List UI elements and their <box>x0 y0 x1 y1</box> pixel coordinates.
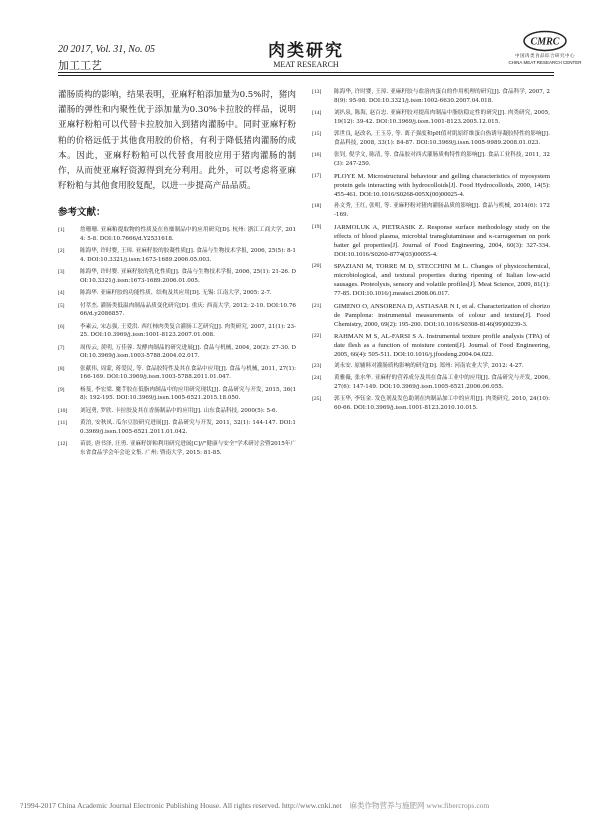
reference-number: [15] <box>312 131 322 137</box>
cmrc-logo <box>490 30 600 65</box>
reference-text: 付萃杰. 灌肠类低温肉制品品质变化研究[D]. 重庆: 西南大学, 2012: 2-10. DOI:10.7666/d.y2086857. <box>80 302 296 318</box>
reference-item <box>58 302 296 320</box>
references-list-left <box>58 226 296 457</box>
body-paragraph: 灌肠质构的影响，结果表明，亚麻籽粕添加量为0.5%时，猪肉灌肠的弹性和内聚性优于添加量为0.30%卡拉胶的样品，说明亚麻籽粉粕可以代替卡拉胶加入到猪肉灌肠中。同时亚麻籽粉粕的价格远低于其他食用胶的价格，有利于降低猪肉灌肠的成本。因此，亚麻籽粉粕可以代替食用胶应用于猪肉灌肠的制作，从而使亚麻籽资源得到充分利用。此外，可以考虑将亚麻籽粉粕与其他食用胶复配，以进一步提高产品品质。 <box>58 90 296 192</box>
reference-text: SPAZIANI M, TORRE M D, STECCHINI M L. Changes of physicochemical, microbiological, and textural properties during ripening of Italian low-acid sausages. Proteolysis, sensory and volatile profiles[J]. Meat Science, 2009, 81(1): 77-85. DOI:10.1016/j.meatsci.2008.06.017. <box>334 263 550 298</box>
reference-item <box>58 440 296 458</box>
reference-number: [10] <box>58 407 68 414</box>
reference-item <box>58 407 296 416</box>
reference-text: 陈海华, 许时婴, 王璋. 亚麻籽胶与盐溶肉蛋白的作用机理的研究[J]. 食品科学, 2007, 28(9): 95-98. DOI:10.3321/j.issn:1002-6630.2007.04.018. <box>334 89 550 104</box>
reference-number: [17] <box>312 173 322 179</box>
reference-text: 郭世良, 赵改名, 王玉芬, 等. 离子强度和pH值对肌原纤维蛋白热诱导凝胶特性的影响[J]. 食品科技, 2008, 33(1): 84-87. DOI:10.3969/j.issn.1005-9989.2008.01.023. <box>334 131 550 146</box>
reference-number: [20] <box>312 263 322 270</box>
reference-number: [18] <box>312 203 322 210</box>
reference-number: [3] <box>58 269 65 276</box>
right-column <box>312 88 550 416</box>
reference-item <box>312 130 550 148</box>
reference-number: [16] <box>312 152 322 158</box>
header-rule-thin <box>58 75 554 76</box>
copyright-text: ?1994-2017 China Academic Journal Electronic Publishing House. All rights reserved. http://www.cnki.net <box>20 801 342 810</box>
reference-item <box>312 151 550 169</box>
reference-item <box>312 332 550 359</box>
cmrc-logo-mark <box>522 30 568 52</box>
reference-item <box>58 323 296 341</box>
section-title: 加工工艺 <box>58 59 102 72</box>
reference-number: [5] <box>58 302 65 309</box>
reference-number: [21] <box>312 302 322 309</box>
reference-number: [9] <box>58 386 65 393</box>
reference-item <box>312 223 550 259</box>
reference-item <box>312 202 550 220</box>
reference-number: [11] <box>58 419 68 426</box>
reference-number: [14] <box>312 110 322 116</box>
reference-text: 刘扒泉, 陈海, 赵百忠. 亚麻籽胶对提高肉制品中脂肪稳定性的研究[J]. 肉类研究, 2005, 19(12): 39-42. DOI:10.3969/j.issn.1001-8123.2005.12.015. <box>334 110 550 125</box>
reference-item <box>58 268 296 286</box>
reference-item <box>58 419 296 437</box>
references-list-right <box>312 88 550 413</box>
header-rule <box>58 72 554 73</box>
reference-item <box>312 109 550 127</box>
references-heading: 参考文献： <box>58 207 106 219</box>
reference-text: 孙文秀, 王红, 张明, 等. 亚麻籽粉对猪肉灌肠品质的影响[J]. 食品与机械, 2014(6): 172-169. <box>334 203 550 219</box>
reference-item <box>312 362 550 371</box>
journal-title-cn: 肉类研究 <box>268 41 344 61</box>
reference-number: [24] <box>312 375 322 382</box>
issue-info: 20 2017, Vol. 31, No. 05 <box>58 44 155 55</box>
reference-number: [25] <box>312 396 322 403</box>
reference-text: 郭玉华, 李钰金. 发色剂及发色助剂在肉制品加工中的应用[J]. 肉类研究, 2010, 24(10): 60-66. DOI:10.3969/j.issn.1001-8123.2010.10.015. <box>334 396 550 411</box>
reference-item <box>312 395 550 413</box>
reference-number: [4] <box>58 290 65 297</box>
cmrc-logo-text: CMRC <box>530 36 560 48</box>
reference-text: 张钊, 倪学文, 陈清, 等. 食品胶对西式灌肠质构特性的影响[J]. 食品工业科技, 2011, 32(3): 247-250. <box>334 152 550 167</box>
reference-number: [8] <box>58 365 65 372</box>
reference-text: 詹珊珊. 亚麻粕提取物的性质及在鱼糜制品中的应用研究[D]. 杭州: 浙江工商大学, 2014: 5-8. DOI:10.7666/d.Y2531618. <box>80 227 296 243</box>
reference-number: [1] <box>58 227 65 234</box>
reference-text: 陈海华. 亚麻籽胶的功能性质、结构及其应用[D]. 无锡: 江南大学, 2005: 2-7. <box>80 290 272 297</box>
reference-item <box>312 374 550 392</box>
center-name-en: CHINA MEAT RESEARCH CENTER <box>508 60 582 65</box>
reference-text: 黄雅薇, 张水华. 亚麻籽的营养成分及其在食品工业中的应用[J]. 食品研究与开发, 2006, 27(6): 147-149. DOI:10.3969/j.issn.1005-6521.2006.06.055. <box>334 375 550 390</box>
reference-number: [12] <box>58 440 68 447</box>
reference-number: [22] <box>312 332 322 339</box>
reference-text: 刘冠勇, 罗欣. 卡拉胶及其在香肠制品中的应用[J]. 山东食品科技, 2000(5): 5-6. <box>80 407 278 414</box>
reference-item <box>58 226 296 244</box>
reference-text: GIMENO O, ANSORENA D, ASTIASAR N I, et al. Characterization of chorizo de Pamplona: instrumental measurements of colour and texture[J]. Food Chemistry, 2000, 69(2): 195-200. DOI:10.1016/S0308-8146(99)00239-3. <box>334 302 550 328</box>
reference-text: 张献伟, 周蒙, 蒋爱民, 等. 食品胶特性及其在食品中应用[J]. 食品与机械, 2011, 27(1): 166-169. DOI:10.3969/j.issn.1003-5788.2011.01.047. <box>80 365 296 381</box>
reference-text: JARMOLUK A, PIETRASIK Z. Response surface methodology study on the effects of blood plasma, microbial transglutaminase and κ-carrageenan on pork batter gel properties[J]. Journal of Food Engineering, 2004, 60(3): 327-334. DOI:10.1016/S0260-8774(03)00055-4. <box>334 224 550 259</box>
reference-number: [19] <box>312 224 322 231</box>
reference-number: [7] <box>58 344 65 351</box>
reference-item <box>58 365 296 383</box>
left-column <box>58 88 296 461</box>
reference-item <box>312 302 550 329</box>
center-name-cn: 中国肉类食品综合研究中心 <box>515 54 575 59</box>
reference-item <box>58 344 296 362</box>
reference-text: 刘永安. 原辅料对灌肠质构影响的研究[D]. 郑州: 河南农业大学, 2012: 4-27. <box>334 362 524 369</box>
reference-text: 苗晨, 唐书泽, 汪勇. 亚麻籽饼粕利用研究进展[C]//"健康与安全"学术研讨会暨2015年广东省食品学会年会论文集. 广州: 暨南大学, 2015: 81-85. <box>80 440 296 456</box>
reference-item <box>58 289 296 298</box>
reference-number: [13] <box>312 89 322 95</box>
reference-text: PLOYE M. Microstructural behaviour and gelling characteristics of myosystem protein gels interacting with hydrocolloids[J]. Food Hydrocolloids, 2000, 14(5): 455-461. DOI:10.1016/S0268-005X(00)00025-4. <box>334 173 550 198</box>
reference-item <box>312 88 550 106</box>
reference-text: 李素云, 宋志强, 王爱洪. 西红柿肉类复合灌肠工艺研究[J]. 肉类研究, 2007, 21(1): 23-25. DOI:10.3969/j.issn:1001-8123.2007.01.008. <box>80 323 296 339</box>
reference-item <box>58 247 296 265</box>
reference-number: [6] <box>58 323 65 330</box>
reference-text: 黄泊, 安秋凤. 瓜尔豆胶研究进展[J]. 食品研究与开发, 2011, 32(1): 144-147. DOI:10.3969/j.issn.1005-6521.2011.01.042. <box>80 419 296 435</box>
reference-number: [2] <box>58 248 65 255</box>
reference-text: RAHMAN M S, AL-FARSI S A. Instrumental texture profile analysis (TPA) of date flesh as a function of moisture content[J]. Journal of Food Engineering, 2005, 66(4): 505-511. DOI:10.1016/j.jfoodeng.2004.04.022. <box>334 332 550 358</box>
reference-text: 陈海华, 许时婴, 王璋. 亚麻籽胶的胶凝性质[J]. 食品与生物技术学报, 2006, 25(5): 8-14. DOI:10.3321/j.issn:1673-1689.2006.05.003. <box>80 248 296 264</box>
reference-item <box>312 172 550 199</box>
reference-item <box>58 386 296 404</box>
reference-text: 陈海华, 许时婴. 亚麻籽胶的乳化性质[J]. 食品与生物技术学报, 2006, 25(1): 21-26. DOI:10.3321/j.issn:1673-1689.2006.01.005. <box>80 269 296 285</box>
journal-title-en: MEAT RESEARCH <box>273 60 339 69</box>
reference-item <box>312 262 550 298</box>
watermark-text: 麻类作物营养与施肥网 www.fibercrops.com <box>349 801 490 810</box>
footer <box>20 800 489 811</box>
reference-text: 周传云, 黄明, 万佳蓉. 发酵肉制品的研究进展[J]. 食品与机械, 2004, 20(2): 27-30. DOI:10.3969/j.issn.1003-5788.2004.02.017. <box>80 344 296 360</box>
reference-number: [23] <box>312 362 322 369</box>
reference-text: 杨斐, 李宏梁. 魔芋胶在低脂肉制品中的应用研究现状[J]. 食品研究与开发, 2015, 36(18): 192-195. DOI:10.3969/j.issn.1005-6521.2015.18.050. <box>80 386 296 402</box>
